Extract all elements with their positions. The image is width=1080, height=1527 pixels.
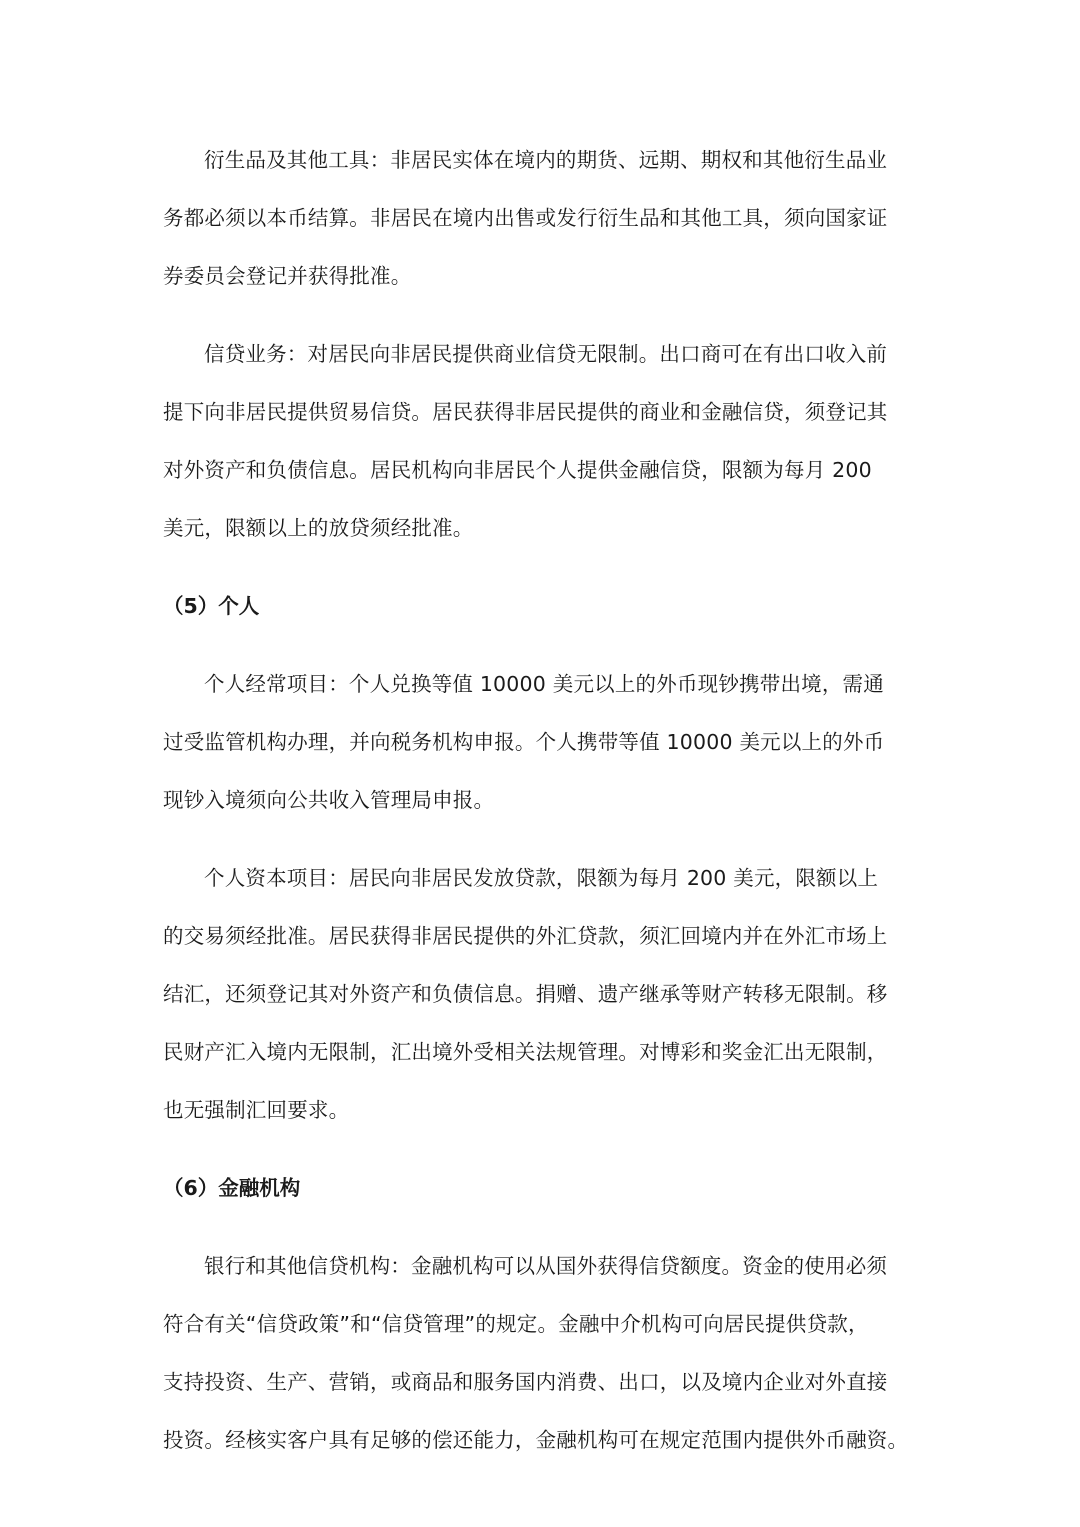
text-line: 券委员会登记并获得批准。 [163, 264, 412, 288]
paragraph-credit-business [163, 325, 918, 557]
paragraph-personal-current-account [163, 655, 918, 829]
section-heading-financial-institutions: （6）金融机构 [163, 1176, 301, 1200]
text-line: 投资。经核实客户具有足够的偿还能力，金融机构可在规定范围内提供外币融资。 [163, 1428, 909, 1452]
text-line: 也无强制汇回要求。 [163, 1098, 350, 1122]
text-line: 衍生品及其他工具：非居民实体在境内的期货、远期、期权和其他衍生品业 [204, 148, 888, 172]
text-line: 个人经常项目：个人兑换等值 10000 美元以上的外币现钞携带出境，需通 [204, 672, 884, 696]
section-heading-individuals: （5）个人 [163, 594, 260, 618]
paragraph-personal-capital-account [163, 849, 918, 1139]
text-line: 提下向非居民提供贸易信贷。居民获得非居民提供的商业和金融信贷，须登记其 [163, 400, 888, 424]
paragraph-derivatives [163, 131, 918, 305]
paragraph-banks-credit-institutions [163, 1237, 918, 1469]
document-page [163, 131, 918, 1469]
text-line: 结汇，还须登记其对外资产和负债信息。捐赠、遗产继承等财产转移无限制。移 [163, 982, 888, 1006]
text-line: 信贷业务：对居民向非居民提供商业信贷无限制。出口商可在有出口收入前 [204, 342, 888, 366]
text-line: 现钞入境须向公共收入管理局申报。 [163, 788, 495, 812]
text-line: 过受监管机构办理，并向税务机构申报。个人携带等值 10000 美元以上的外币 [163, 730, 885, 754]
text-line: 美元，限额以上的放贷须经批准。 [163, 516, 474, 540]
text-line: 务都必须以本币结算。非居民在境内出售或发行衍生品和其他工具，须向国家证 [163, 206, 888, 230]
text-line: 个人资本项目：居民向非居民发放贷款，限额为每月 200 美元，限额以上 [204, 866, 879, 890]
text-line: 符合有关“信贷政策”和“信贷管理”的规定。金融中介机构可向居民提供贷款， [163, 1312, 869, 1336]
text-line: 对外资产和负债信息。居民机构向非居民个人提供金融信贷，限额为每月 200 [163, 458, 872, 482]
text-line: 的交易须经批准。居民获得非居民提供的外汇贷款，须汇回境内并在外汇市场上 [163, 924, 888, 948]
text-line: 支持投资、生产、营销，或商品和服务国内消费、出口，以及境内企业对外直接 [163, 1370, 888, 1394]
text-line: 银行和其他信贷机构：金融机构可以从国外获得信贷额度。资金的使用必须 [204, 1254, 888, 1278]
text-line: 民财产汇入境内无限制，汇出境外受相关法规管理。对博彩和奖金汇出无限制， [163, 1040, 888, 1064]
